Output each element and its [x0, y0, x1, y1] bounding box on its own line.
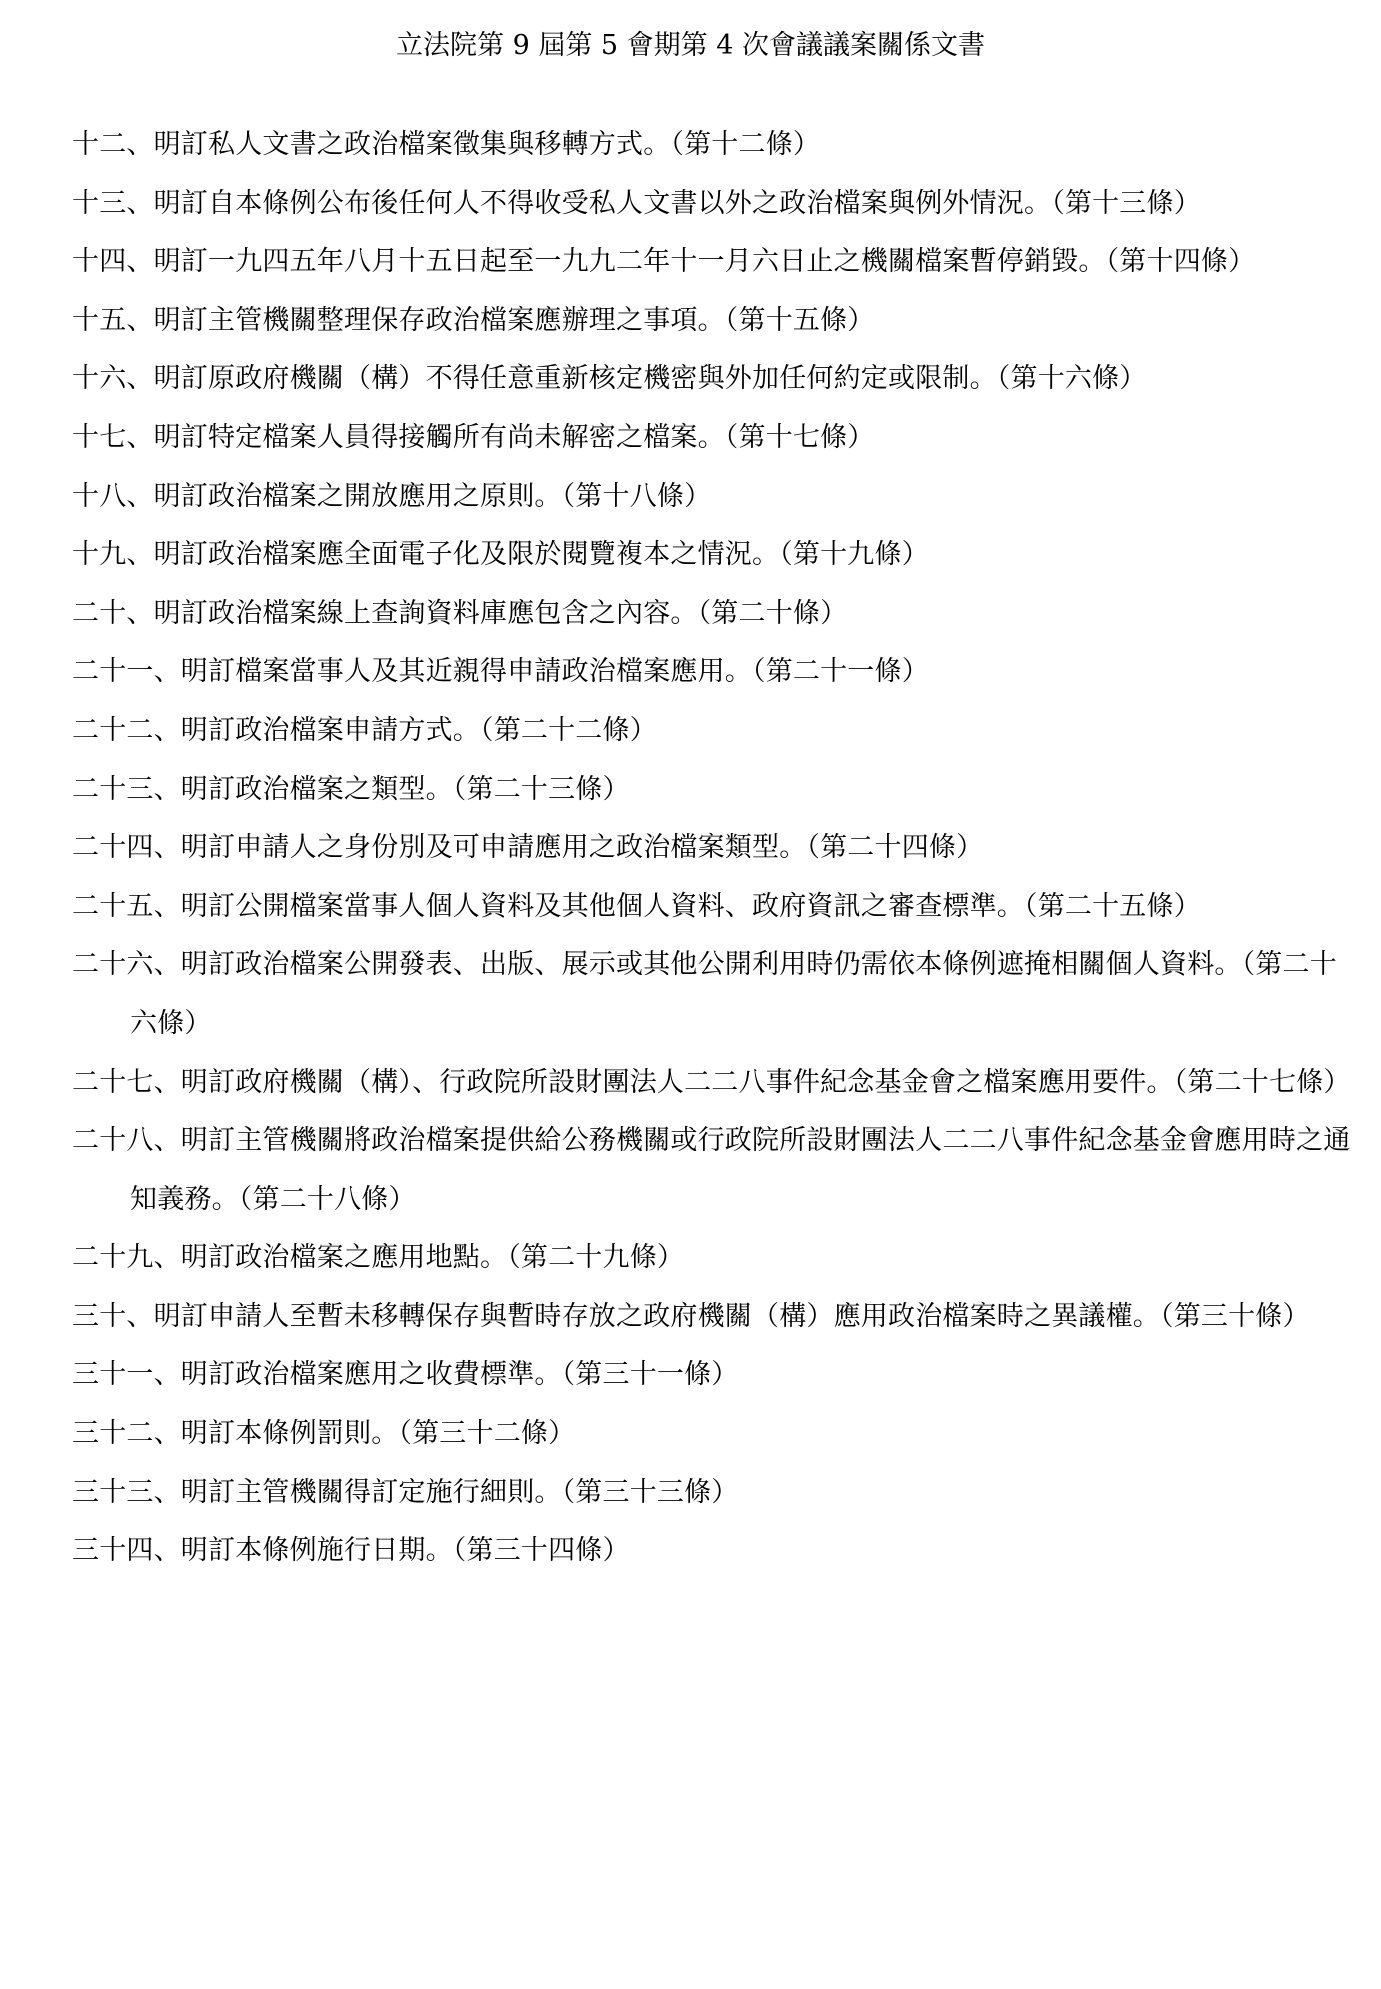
page-header: 立法院第 9 屆第 5 會期第 4 次會議議案關係文書	[395, 30, 986, 61]
list-item: 十九、明訂政治檔案應全面電子化及限於閱覽複本之情況。（第十九條）	[72, 539, 929, 571]
list-item: 二十三、明訂政治檔案之類型。（第二十三條）	[72, 773, 630, 805]
list-item: 二十一、明訂檔案當事人及其近親得申請政治檔案應用。（第二十一條）	[72, 656, 929, 688]
list-item: 十八、明訂政治檔案之開放應用之原則。（第十八條）	[72, 480, 712, 512]
list-item: 十六、明訂原政府機關（構）不得任意重新核定機密與外加任何約定或限制。（第十六條）	[72, 363, 1147, 395]
provision-list	[72, 116, 1354, 1581]
list-item: 二十七、明訂政府機關（構）、行政院所設財團法人二二八事件紀念基金會之檔案應用要件。（第二十七條）	[72, 1066, 1351, 1098]
list-item: 二十八、明訂主管機關將政治檔案提供給公務機關或行政院所設財團法人二二八事件紀念基金會應用時之通知義務。（第二十八條）	[72, 1125, 1351, 1215]
list-item: 十七、明訂特定檔案人員得接觸所有尚未解密之檔案。（第十七條）	[72, 421, 875, 453]
list-item: 三十三、明訂主管機關得訂定施行細則。（第三十三條）	[72, 1476, 739, 1508]
list-item: 二十九、明訂政治檔案之應用地點。（第二十九條）	[72, 1242, 685, 1274]
list-item: 三十四、明訂本條例施行日期。（第三十四條）	[72, 1535, 630, 1567]
list-item: 三十二、明訂本條例罰則。（第三十二條）	[72, 1418, 576, 1450]
list-item: 十三、明訂自本條例公布後任何人不得收受私人文書以外之政治檔案與例外情況。（第十三條）	[72, 187, 1201, 219]
list-item: 三十、明訂申請人至暫未移轉保存與暫時存放之政府機關（構）應用政治檔案時之異議權。（第三十條）	[72, 1300, 1310, 1332]
list-item: 二十、明訂政治檔案線上查詢資料庫應包含之內容。（第二十條）	[72, 597, 848, 629]
list-item: 二十五、明訂公開檔案當事人個人資料及其他個人資料、政府資訊之審查標準。（第二十五條）	[72, 890, 1201, 922]
list-item: 三十一、明訂政治檔案應用之收費標準。（第三十一條）	[72, 1359, 739, 1391]
list-item: 二十四、明訂申請人之身份別及可申請應用之政治檔案類型。（第二十四條）	[72, 832, 984, 864]
list-item: 二十二、明訂政治檔案申請方式。（第二十二條）	[72, 714, 657, 746]
list-item: 二十六、明訂政治檔案公開發表、出版、展示或其他公開利用時仍需依本條例遮掩相關個人資料。（第二十六條）	[72, 949, 1337, 1039]
list-item: 十五、明訂主管機關整理保存政治檔案應辦理之事項。（第十五條）	[72, 304, 875, 336]
list-item: 十四、明訂一九四五年八月十五日起至一九九二年十一月六日止之機關檔案暫停銷毀。（第十四條）	[72, 246, 1256, 278]
list-item: 十二、明訂私人文書之政治檔案徵集與移轉方式。（第十二條）	[72, 129, 821, 160]
